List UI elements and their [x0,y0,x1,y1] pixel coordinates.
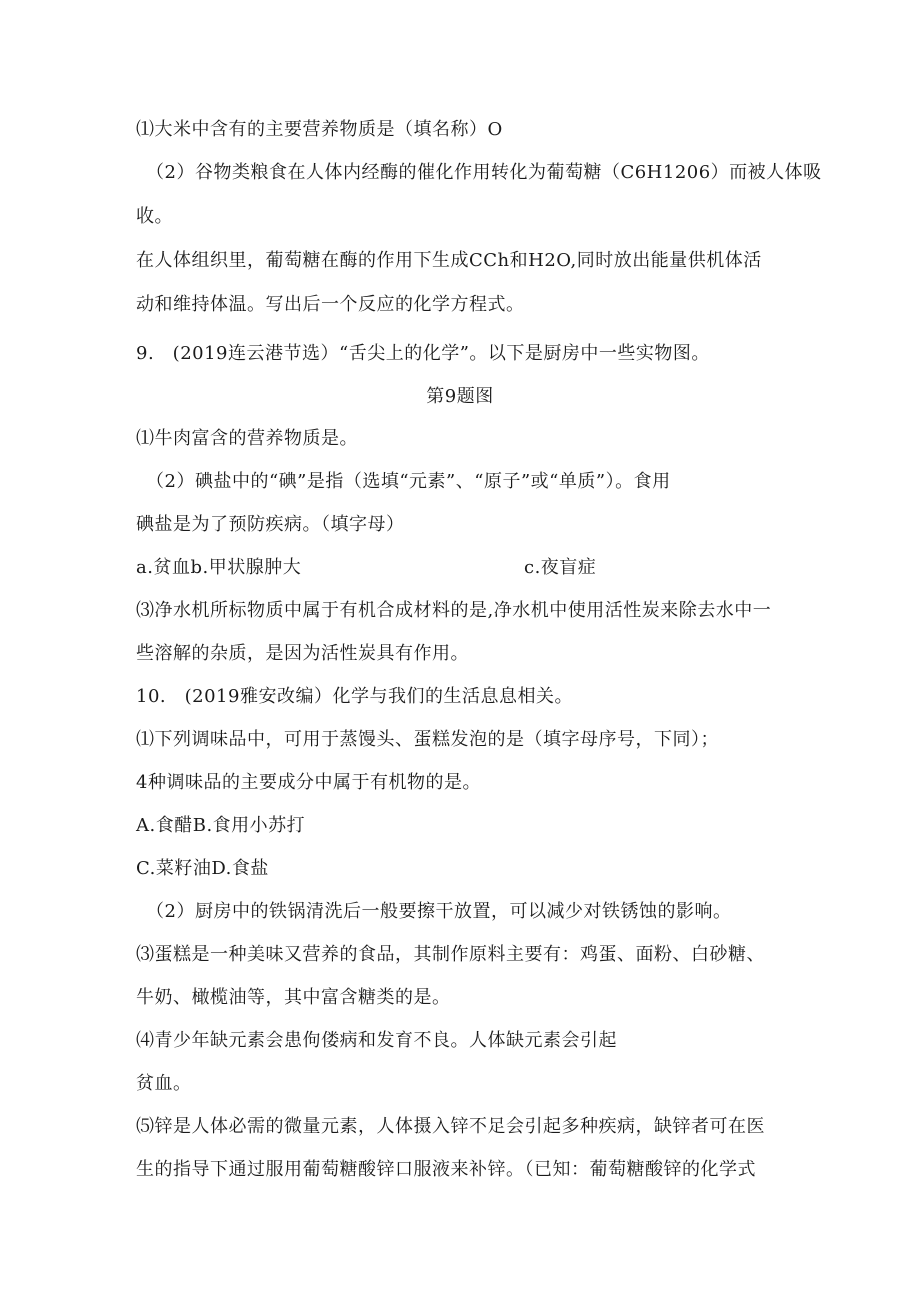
q10-options-ab: A.食醋B.食用小苏打 [136,815,306,836]
q9-options [136,557,597,579]
q9-option-c: c.夜盲症 [524,557,597,578]
q10-part4-line2: 贫血。 [136,1073,192,1094]
q9-part1: ⑴牛肉富含的营养物质是。 [136,428,358,449]
q10-part5-line1: ⑸锌是人体必需的微量元素，人体摄入锌不足会引起多种疾病，缺锌者可在医 [136,1116,765,1137]
q9-part3-line1: ⑶净水机所标物质中属于有机合成材料的是,净水机中使用活性炭来除去水中一 [136,600,772,621]
q10-part2: （2）厨房中的铁锅清洗后一般要擦干放置，可以减少对铁锈蚀的影响。 [146,901,732,922]
q8-part2-line1: （2）谷物类粮食在人体内经酶的催化作用转化为葡萄糖（C6H1206）而被人体吸 [146,162,822,183]
q9-part3-line2: 些溶解的杂质，是因为活性炭具有作用。 [136,643,469,664]
q10-part1-line2: 4种调味品的主要成分中属于有机物的是。 [136,772,481,793]
q8-part1: ⑴大米中含有的主要营养物质是（填名称）O [136,119,503,140]
q10-part1-line1: ⑴下列调味品中，可用于蒸馒头、蛋糕发泡的是（填字母序号，下同）； [136,729,719,750]
q9-part2-line2: 碘盐是为了预防疾病。（填字母） [136,514,405,535]
q8-part2-line4: 动和维持体温。写出后一个反应的化学方程式。 [136,294,525,315]
q10-heading: 10. (2019雅安改编）化学与我们的生活息息相关。 [136,686,573,707]
q9-option-a-b: a.贫血b.甲状腺肿大 [136,557,302,578]
q10-options-cd: C.菜籽油D.食盐 [136,858,269,879]
q10-part4-line1: ⑷青少年缺元素会患佝偻病和发育不良。人体缺元素会引起 [136,1030,617,1051]
q10-part3-line1: ⑶蛋糕是一种美味又营养的食品，其制作原料主要有：鸡蛋、面粉、白砂糖、 [136,944,765,965]
q9-heading: 9. (2019连云港节选）“舌尖上的化学”。以下是厨房中一些实物图。 [136,343,710,364]
q8-part2-line2: 收。 [136,206,173,227]
q10-part3-line2: 牛奶、橄榄油等，其中富含糖类的是。 [136,987,451,1008]
figure-caption: 第9题图 [426,386,494,407]
q9-part2-line1: （2）碘盐中的“碘”是指（选填“元素”、“原子”或“单质”）。食用 [146,471,671,492]
q8-part2-line3: 在人体组织里，葡萄糖在酶的作用下生成CCh和H2O,同时放出能量供机体活 [136,250,762,271]
q10-part5-line2: 生的指导下通过服用葡萄糖酸锌口服液来补锌。（已知：葡萄糖酸锌的化学式 [136,1159,756,1180]
